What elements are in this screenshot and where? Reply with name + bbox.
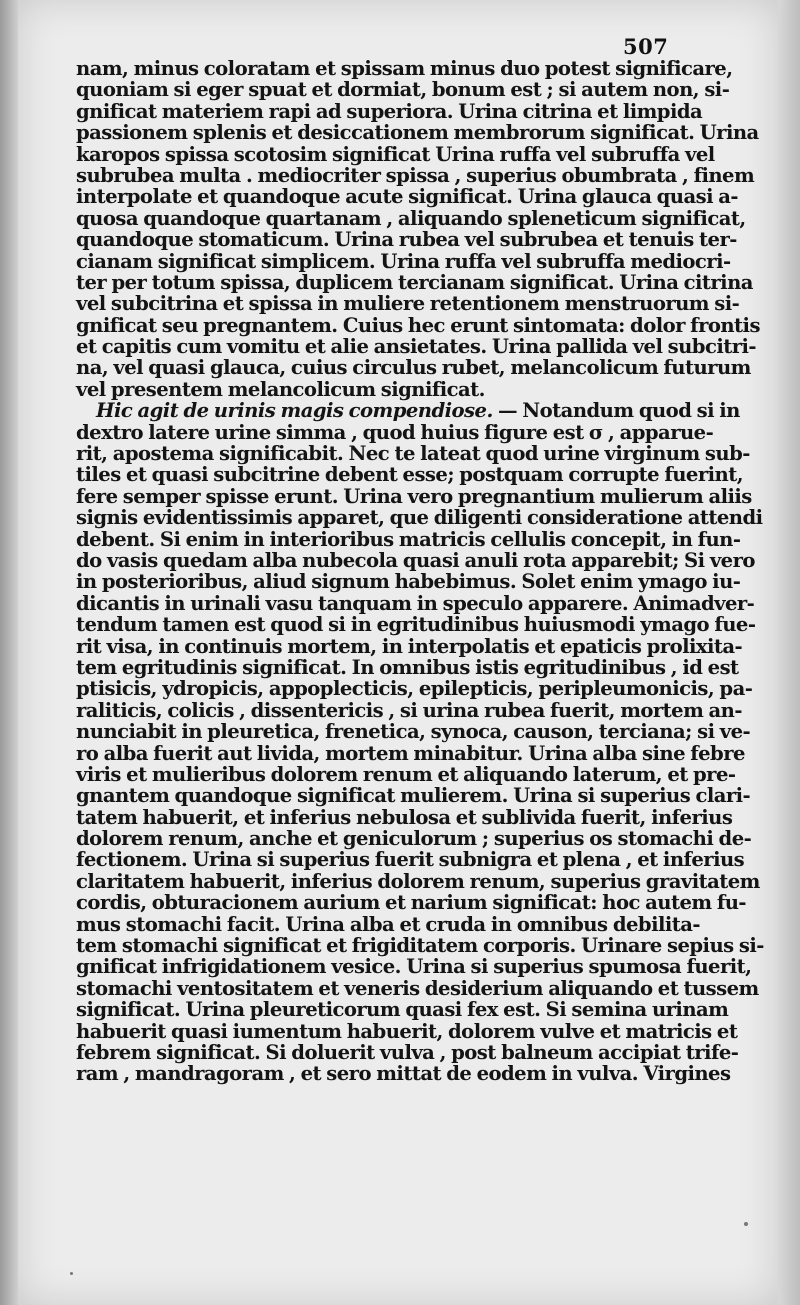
text-line: tiles et quasi subcitrine debent esse; postquam corrupte fuerint, bbox=[76, 463, 743, 487]
paper-speck bbox=[744, 1222, 748, 1226]
text-line: ro alba fuerit aut livida, mortem minabitur. Urina alba sine febre bbox=[76, 741, 745, 765]
text-line: dextro latere urine simma , quod huius figure est σ , apparue- bbox=[76, 420, 714, 444]
text-line: vel presentem melancolicum significat. bbox=[76, 377, 485, 401]
text-line: fere semper spisse erunt. Urina vero pregnantium mulierum aliis bbox=[76, 484, 752, 508]
text-line: nunciabit in pleuretica, frenetica, synoca, causon, terciana; si ve- bbox=[76, 720, 751, 744]
heading-continuation: — Notandum quod si in bbox=[492, 399, 740, 423]
text-line: significat. Urina pleureticorum quasi fex est. Si semina urinam bbox=[76, 998, 729, 1022]
text-line: subrubea multa . mediocriter spissa , superius obumbrata , finem bbox=[76, 163, 755, 187]
text-line: ram , mandragoram , et sero mittat de eodem in vulva. Virgines bbox=[76, 1062, 731, 1086]
text-line: habuerit quasi iumentum habuerit, dolorem vulve et matricis et bbox=[76, 1019, 738, 1043]
text-line: claritatem habuerit, inferius dolorem renum, superius gravitatem bbox=[76, 869, 760, 893]
text-line: na, vel quasi glauca, cuius circulus rubet, melancolicum futurum bbox=[76, 356, 751, 380]
text-line: mus stomachi facit. Urina alba et cruda in omnibus debilita- bbox=[76, 912, 700, 936]
italic-heading: Hic agit de urinis magis compendiose. bbox=[96, 399, 493, 423]
book-page bbox=[18, 0, 778, 1305]
text-line: tem stomachi significat et frigiditatem corporis. Urinare sepius si- bbox=[76, 934, 764, 958]
text-line: gnificat infrigidationem vesice. Urina si superius spumosa fuerit, bbox=[76, 955, 752, 979]
text-line: dolorem renum, anche et geniculorum ; superius os stomachi de- bbox=[76, 827, 752, 851]
text-line: gnificat materiem rapi ad superiora. Urina citrina et limpida bbox=[76, 99, 703, 123]
text-line: et capitis cum vomitu et alie ansietates. Urina pallida vel subcitri- bbox=[76, 335, 756, 359]
text-line: ptisicis, ydropicis, appoplecticis, epilepticis, peripleumonicis, pa- bbox=[76, 677, 753, 701]
section-heading-line bbox=[76, 399, 740, 423]
text-line: rit, apostema significabit. Nec te lateat quod urine virginum sub- bbox=[76, 442, 750, 466]
text-line: cordis, obturacionem aurium et narium significat: hoc autem fu- bbox=[76, 891, 746, 915]
text-line: gnantem quandoque significat mulierem. Urina si superius clari- bbox=[76, 784, 751, 808]
text-line: rit visa, in continuis mortem, in interpolatis et epaticis prolixita- bbox=[76, 634, 743, 658]
text-line: tendum tamen est quod si in egritudinibus huiusmodi ymago fue- bbox=[76, 613, 756, 637]
text-line: cianam significat simplicem. Urina ruffa vel subruffa mediocri- bbox=[76, 249, 731, 273]
text-line: tatem habuerit, et inferius nebulosa et sublivida fuerit, inferius bbox=[76, 805, 733, 829]
text-line: signis evidentissimis apparet, que diligenti consideratione attendi bbox=[76, 506, 763, 530]
text-line: fectionem. Urina si superius fuerit subnigra et plena , et inferius bbox=[76, 848, 745, 872]
text-line: passionem splenis et desiccationem membrorum significat. Urina bbox=[76, 121, 759, 145]
text-line: interpolate et quandoque acute significat. Urina glauca quasi a- bbox=[76, 185, 738, 209]
text-line: febrem significat. Si doluerit vulva , post balneum accipiat trife- bbox=[76, 1040, 739, 1064]
text-line: do vasis quedam alba nubecola quasi anuli rota apparebit; Si vero bbox=[76, 548, 755, 572]
text-line: quoniam si eger spuat et dormiat, bonum est ; si autem non, si- bbox=[76, 78, 730, 102]
text-line: dicantis in urinali vasu tanquam in speculo apparere. Animadver- bbox=[76, 591, 755, 615]
text-line: quandoque stomaticum. Urina rubea vel subrubea et tenuis ter- bbox=[76, 228, 737, 252]
text-line: vel subcitrina et spissa in muliere retentionem menstruorum si- bbox=[76, 292, 740, 316]
text-line: stomachi ventositatem et veneris desiderium aliquando et tussem bbox=[76, 976, 759, 1000]
page-edge-right bbox=[778, 0, 800, 1305]
text-line: in posterioribus, aliud signum habebimus. Solet enim ymago iu- bbox=[76, 570, 741, 594]
text-line: tem egritudinis significat. In omnibus istis egritudinibus , id est bbox=[76, 655, 739, 679]
text-line: quosa quandoque quartanam , aliquando spleneticum significat, bbox=[76, 206, 746, 230]
text-line: viris et mulieribus dolorem renum et aliquando laterum, et pre- bbox=[76, 762, 736, 786]
text-line: raliticis, colicis , dissentericis , si urina rubea fuerit, mortem an- bbox=[76, 698, 742, 722]
page-number: 507 bbox=[623, 34, 669, 59]
text-line: nam, minus coloratam et spissam minus duo potest significare, bbox=[76, 57, 733, 80]
text-line: gnificat seu pregnantem. Cuius hec erunt sintomata: dolor frontis bbox=[76, 313, 760, 337]
body-text bbox=[76, 57, 764, 1086]
paper-speck bbox=[70, 1272, 73, 1275]
page-edge-left bbox=[0, 0, 18, 1305]
text-line: debent. Si enim in interioribus matricis cellulis concepit, in fun- bbox=[76, 527, 741, 551]
text-line: karopos spissa scotosim significat Urina ruffa vel subruffa vel bbox=[76, 142, 715, 166]
text-line: ter per totum spissa, duplicem tercianam significat. Urina citrina bbox=[76, 270, 753, 294]
